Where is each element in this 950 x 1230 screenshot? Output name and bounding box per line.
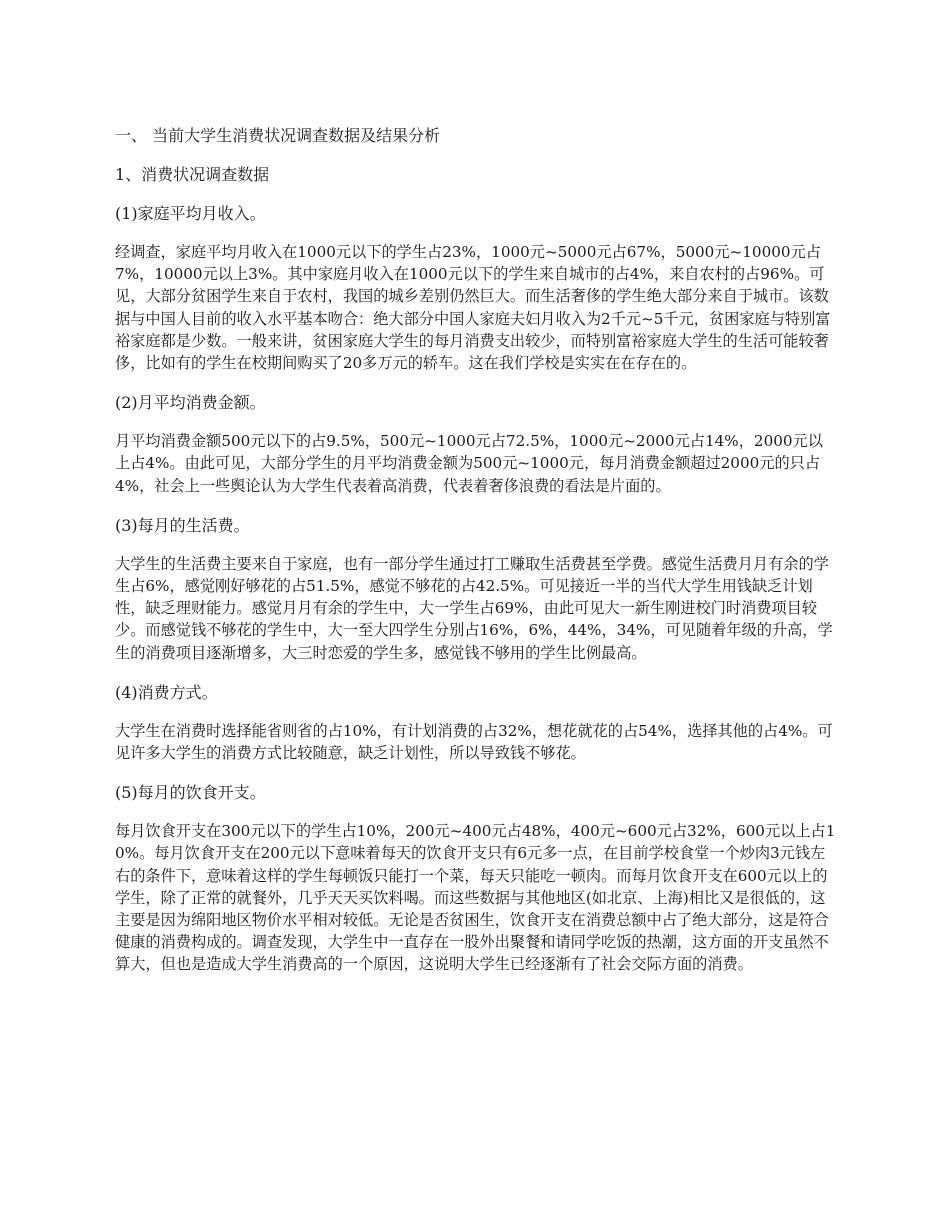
item-heading-food-expenses: (5)每月的饮食开支。	[115, 783, 266, 803]
section-title: 一、 当前大学生消费状况调查数据及结果分析	[115, 126, 441, 145]
item-paragraph-living-expenses: 大学生的生活费主要来自于家庭，也有一部分学生通过打工赚取生活费甚至学费。感觉生活费月月有余的学生占6%，感觉刚好够花的占51.5%，感觉不够花的占42.5%。可见接近一半的当代大学生用钱缺乏计划性，缺乏理财能力。感觉月月有余的学生中，大一学生占69%，由此可见大一新生刚进校门时消费项目较少。而感觉钱不够花的学生中，大一至大四学生分别占16%，6%，44%，34%，可见随着年级的升高，学生的消费项目逐渐增多，大三时恋爱的学生多，感觉钱不够用的学生比例最高。	[115, 554, 833, 662]
item-heading-family-income: (1)家庭平均月收入。	[115, 204, 266, 223]
item-paragraph-food-expenses: 每月饮食开支在300元以下的学生占10%，200元~400元占48%，400元~600元占32%，600元以上占10%。每月饮食开支在200元以下意味着每天的饮食开支只有6元多一点，在目前学校食堂一个炒肉3元钱左右的条件下，意味着这样的学生每顿饭只能打一个菜，每天只能吃一顿肉。而每月饮食开支在600元以上的学生，除了正常的就餐外，几乎天天买饮料喝。而这些数据与其他地区(如北京、上海)相比又是很低的，这主要是因为绵阳地区物价水平相对较低。无论是否贫困生，饮食开支在消费总额中占了绝大部分，这是符合健康的消费构成的。调查发现，大学生中一直存在一股外出聚餐和请同学吃饭的热潮，这方面的开支虽然不算大，但也是造成大学生消费高的一个原因，这说明大学生已经逐渐有了社会交际方面的消费。	[115, 822, 836, 974]
item-paragraph-family-income: 经调查，家庭平均月收入在1000元以下的学生占23%，1000元~5000元占67%，5000元~10000元占7%，10000元以上3%。其中家庭月收入在1000元以下的学生来自城市的占4%，来自农村的占96%。可见，大部分贫困学生来自于农村，我国的城乡差别仍然巨大。而生活奢侈的学生绝大部分来自于城市。该数据与中国人目前的收入水平基本吻合：绝大部分中国人家庭夫妇月收入为2千元~5千元，贫困家庭与特别富裕家庭都是少数。一般来讲，贫困家庭大学生的每月消费支出较少，而特别富裕家庭大学生的生活可能较奢侈，比如有的学生在校期间购买了20多万元的轿车。这在我们学校是实实在在存在的。	[115, 243, 831, 373]
item-heading-consumption-style: (4)消费方式。	[115, 682, 218, 702]
item-paragraph-monthly-spending: 月平均消费金额500元以下的占9.5%，500元~1000元占72.5%，1000元~2000元占14%，2000元以上占4%。由此可见，大部分学生的月平均消费金额为500元~1000元，每月消费金额超过2000元的只占4%，社会上一些舆论认为大学生代表着高消费，代表着奢侈浪费的看法是片面的。	[115, 432, 823, 495]
item-paragraph-consumption-style: 大学生在消费时选择能省则省的占10%，有计划消费的占32%，想花就花的占54%，选择其他的占4%。可见许多大学生的消费方式比较随意，缺乏计划性，所以导致钱不够花。	[115, 721, 833, 763]
item-heading-living-expenses: (3)每月的生活费。	[115, 515, 250, 535]
document-page	[115, 124, 837, 993]
item-heading-monthly-spending: (2)月平均消费金额。	[115, 393, 266, 413]
subsection-title: 1、消费状况调查数据	[115, 165, 270, 184]
